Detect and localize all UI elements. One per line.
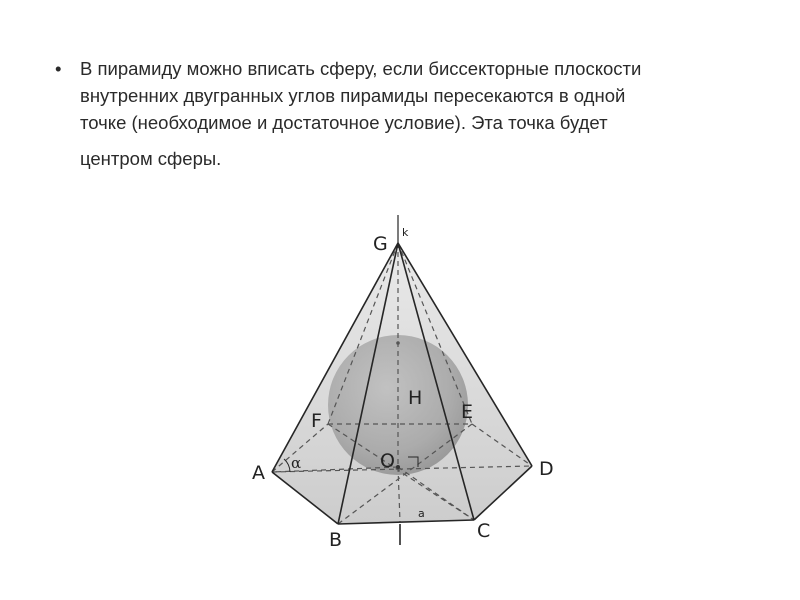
label-F: F [311, 410, 322, 432]
sphere-center-point [396, 341, 400, 345]
text-line-3: точке (необходимое и достаточное условие). Эта точка будет [80, 112, 608, 133]
label-C: C [477, 520, 491, 542]
label-alpha: α [291, 454, 302, 472]
label-G: G [373, 233, 388, 255]
label-B: B [329, 529, 343, 551]
text-line-4: центром сферы. [80, 148, 222, 169]
label-H: H [408, 387, 423, 409]
text-line-1: В пирамиду можно вписать сферу, если биссекторные плоскости [80, 58, 642, 79]
label-a: a [418, 507, 425, 520]
text-line-2: внутренних двугранных углов пирамиды пересекаются в одной [80, 85, 626, 106]
label-A: A [252, 462, 265, 484]
label-k: k [402, 226, 409, 239]
bullet: • [55, 58, 62, 79]
label-O: O [380, 450, 395, 472]
point-O [396, 465, 400, 469]
label-D: D [539, 458, 554, 480]
label-E: E [461, 401, 474, 423]
